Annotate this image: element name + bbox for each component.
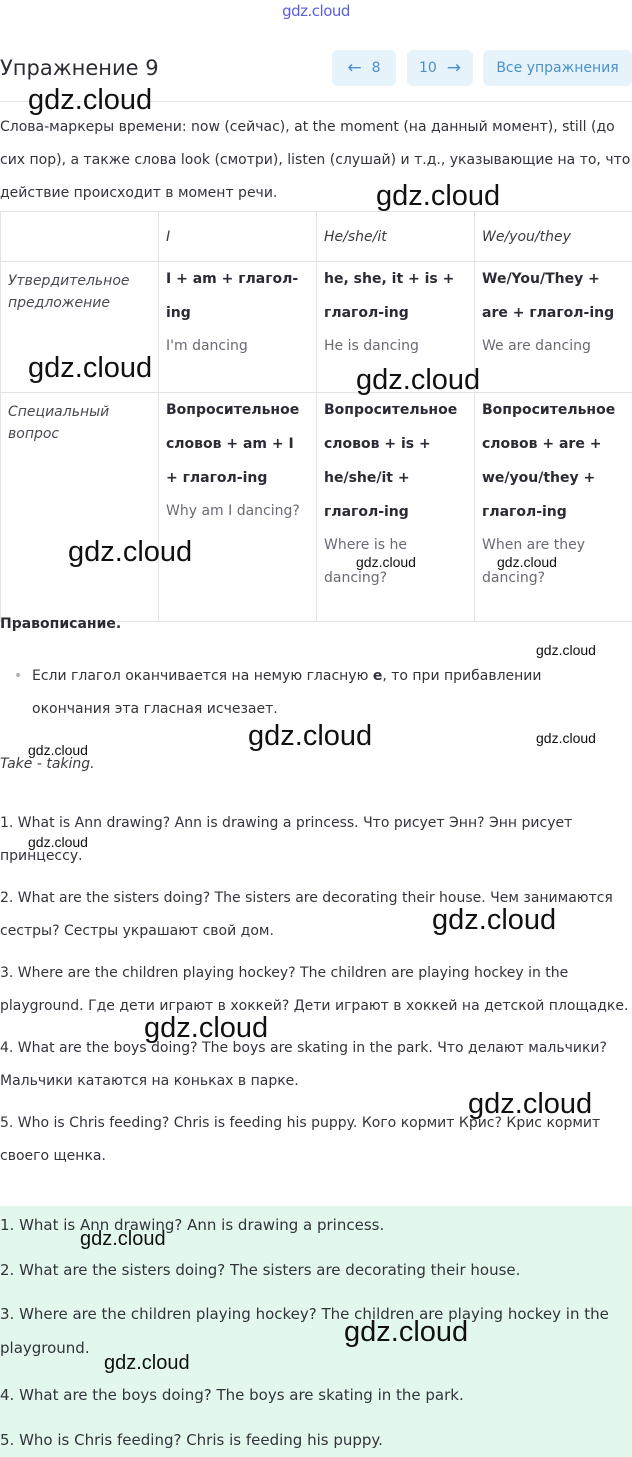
arrow-right-icon: → [446, 58, 462, 78]
arrow-left-icon: ← [347, 58, 362, 78]
table-row [1, 393, 632, 622]
next-exercise-label: 10 [418, 60, 437, 76]
formula: Вопросительное словов + is + he/she/it + глагол-ing [324, 402, 458, 520]
spelling-rule-text [32, 660, 594, 726]
watermark: gdz.cloud [28, 84, 153, 116]
formula: he, she, it + is + глагол-ing [324, 271, 455, 321]
watermark: gdz.cloud [468, 1088, 593, 1120]
watermark: gdz.cloud [68, 536, 193, 568]
watermark: gdz.cloud [497, 554, 557, 570]
watermark: gdz.cloud [376, 180, 501, 212]
watermark: gdz.cloud [28, 834, 88, 850]
watermark: gdz.cloud [536, 730, 596, 746]
rule-text-post: , то при прибавлении окончания эта гласная исчезает. [32, 668, 542, 717]
prev-exercise-button[interactable] [332, 50, 396, 86]
answer-item: 2. What are the sisters doing? The sisters are decorating their house. Чем занимаются сестры? Сестры украшают свой дом. [0, 890, 613, 939]
table-cell [317, 393, 475, 622]
next-exercise-button[interactable] [407, 50, 473, 86]
watermark: gdz.cloud [356, 364, 481, 396]
watermark: gdz.cloud [144, 1012, 269, 1044]
spelling-example: Take - taking. [0, 756, 95, 772]
page-title: Упражнение 9 [0, 56, 159, 80]
clipped-heading-text [0, 792, 632, 798]
prev-exercise-label: 8 [371, 60, 381, 76]
example: Where is he dancing? [324, 537, 407, 586]
watermark: gdz.cloud [28, 742, 88, 758]
table-cell [159, 262, 317, 393]
row-label: Специальный вопрос [1, 393, 159, 622]
formula: I + am + глагол-ing [166, 271, 299, 321]
formula: Вопросительное словов + are + we/you/they + глагол-ing [482, 402, 616, 520]
answer-item: 3. Where are the children playing hockey? The children are playing hockey in the playground. Где дети играют в хоккей? Дети играют в хоккей на детской площадке. [0, 965, 629, 1014]
watermark: gdz.cloud [432, 904, 557, 936]
bullet-icon: • [14, 668, 23, 684]
answer-item: 2. What are the sisters doing? The sisters are decorating their house. [0, 1261, 521, 1279]
table-header-we-you-they: We/you/they [475, 212, 632, 262]
rule-text-bold: е [372, 668, 383, 684]
site-logo[interactable]: gdz.cloud [282, 2, 350, 20]
example: Why am I dancing? [166, 503, 300, 519]
example: We are dancing [482, 338, 591, 354]
rule-text-pre: Если глагол оканчивается на немую гласную [32, 668, 373, 684]
row-label: Утвердительное предложение [1, 262, 159, 393]
answers-full [0, 807, 632, 1182]
table-cell [475, 393, 632, 622]
answer-item: 5. Who is Chris feeding? Chris is feeding his puppy. Кого кормит Крис? Крис кормит своего щенка. [0, 1115, 601, 1164]
all-exercises-label: Все упражнения [496, 60, 619, 76]
answer-item: 5. Who is Chris feeding? Chris is feeding his puppy. [0, 1431, 383, 1449]
watermark: gdz.cloud [248, 720, 373, 752]
watermark: gdz.cloud [344, 1316, 469, 1348]
spelling-rule [14, 660, 594, 726]
table-cell [159, 393, 317, 622]
answer-item: 1. What is Ann drawing? Ann is drawing a princess. [0, 1216, 385, 1234]
example: I'm dancing [166, 338, 248, 354]
formula: Вопросительное словов + am + I + глагол-ing [166, 402, 300, 486]
formula: We/You/They + are + глагол-ing [482, 271, 615, 321]
intro-text: Слова-маркеры времени: now (сейчас), at the moment (на данный момент), still (до сих пор), а также слова look (смотри), listen (слушай) и т.д., указывающие на то, что действие происходит в момент речи. [0, 119, 631, 201]
answer-item: 1. What is Ann drawing? Ann is drawing a princess. Что рисует Энн? Энн рисует принцессу. [0, 815, 573, 864]
table-cell [475, 262, 632, 393]
watermark: gdz.cloud [80, 1228, 166, 1250]
clipped-heading [0, 792, 632, 804]
answer-item: 3. Where are the children playing hockey? The children are playing hockey in the playground. [0, 1305, 609, 1357]
table-header-empty [1, 212, 159, 262]
table-header-i: I [159, 212, 317, 262]
exercise-header [0, 50, 632, 86]
all-exercises-button[interactable] [483, 50, 632, 86]
spelling-title: Правописание. [0, 616, 122, 632]
watermark: gdz.cloud [536, 642, 596, 658]
watermark: gdz.cloud [104, 1352, 190, 1374]
example: When are they dancing? [482, 537, 586, 586]
answer-item: 4. What are the boys doing? The boys are skating in the park. [0, 1386, 464, 1404]
watermark: gdz.cloud [28, 352, 153, 384]
watermark: gdz.cloud [356, 554, 416, 570]
example: He is dancing [324, 338, 419, 354]
answer-item: 4. What are the boys doing? The boys are skating in the park. Что делают мальчики? Мальчики катаются на коньках в парке. [0, 1040, 607, 1089]
table-header-he-she-it: He/she/it [317, 212, 475, 262]
